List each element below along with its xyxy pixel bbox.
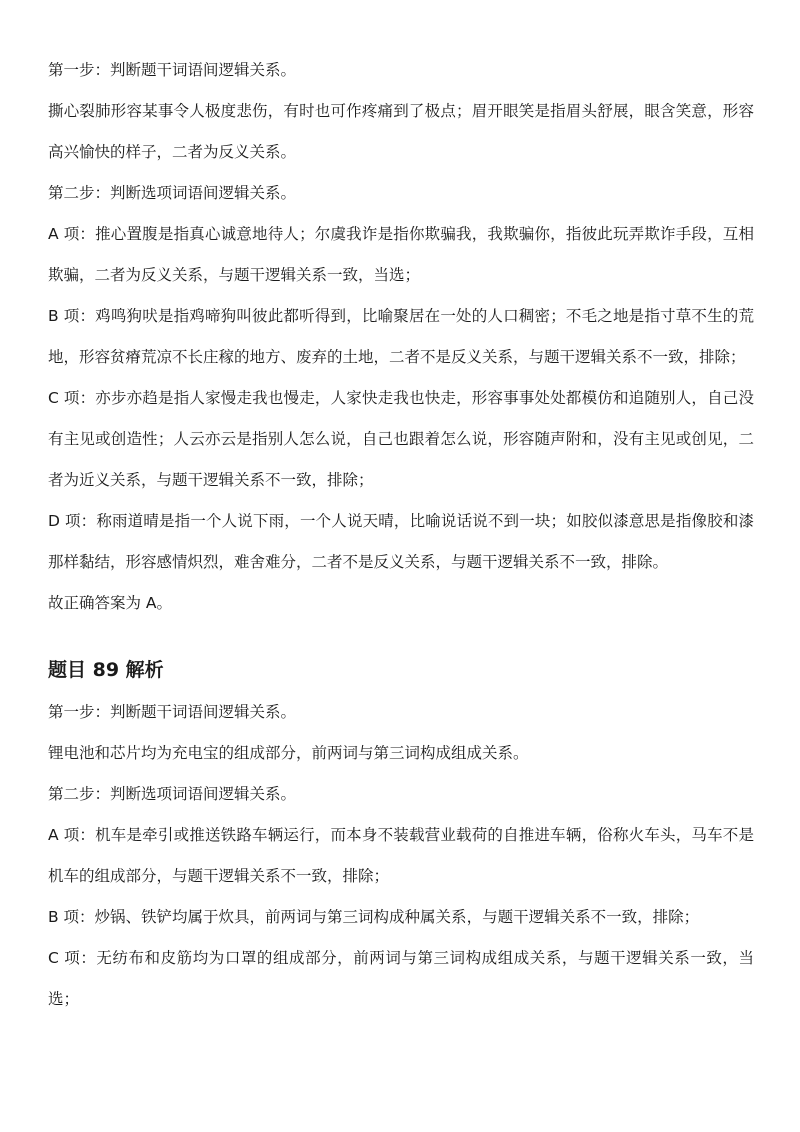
document-page xyxy=(48,50,754,1020)
step-two-text: 第二步：判断选项词语间逻辑关系。 xyxy=(48,184,297,202)
option-d-text: D 项：称雨道晴是指一个人说下雨，一个人说天晴，比喻说话说不到一块；如胶似漆意思是指像胶和漆那样黏结，形容感情炽烈，难舍难分，二者不是反义关系，与题干逻辑关系不一致，排除。 xyxy=(48,512,754,571)
step-one-text: 第一步：判断题干词语间逻辑关系。 xyxy=(48,703,297,721)
stem-analysis-text: 撕心裂肺形容某事令人极度悲伤，有时也可作疼痛到了极点；眉开眼笑是指眉头舒展，眼含笑意，形容高兴愉快的样子，二者为反义关系。 xyxy=(48,102,754,161)
step-two-text: 第二步：判断选项词语间逻辑关系。 xyxy=(48,785,297,803)
option-a-text: A 项：推心置腹是指真心诚意地待人；尔虞我诈是指你欺骗我，我欺骗你，指彼此玩弄欺诈手段，互相欺骗，二者为反义关系，与题干逻辑关系一致，当选； xyxy=(48,225,754,284)
answer-text: 故正确答案为 A。 xyxy=(48,594,173,612)
option-b-text: B 项：鸡鸣狗吠是指鸡啼狗叫彼此都听得到，比喻聚居在一处的人口稠密；不毛之地是指寸草不生的荒地，形容贫瘠荒凉不长庄稼的地方、废弃的土地，二者不是反义关系，与题干逻辑关系不一致，排除； xyxy=(48,307,754,366)
stem-analysis-text: 锂电池和芯片均为充电宝的组成部分，前两词与第三词构成组成关系。 xyxy=(48,744,529,762)
option-c-text: C 项：无纺布和皮筋均为口罩的组成部分，前两词与第三词构成组成关系，与题干逻辑关系一致，当选； xyxy=(48,949,754,1008)
option-c-text: C 项：亦步亦趋是指人家慢走我也慢走，人家快走我也快走，形容事事处处都模仿和追随别人，自己没有主见或创造性；人云亦云是指别人怎么说，自己也跟着怎么说，形容随声附和，没有主见或创见，二者为近义关系，与题干逻辑关系不一致，排除； xyxy=(48,389,754,489)
section-heading: 题目 89 解析 xyxy=(48,659,164,681)
step-one-text: 第一步：判断题干词语间逻辑关系。 xyxy=(48,61,297,79)
option-a-text: A 项：机车是牵引或推送铁路车辆运行，而本身不装载营业载荷的自推进车辆，俗称火车头，马车不是机车的组成部分，与题干逻辑关系不一致，排除； xyxy=(48,826,754,885)
option-b-text: B 项：炒锅、铁铲均属于炊具，前两词与第三词构成种属关系，与题干逻辑关系不一致，排除； xyxy=(48,908,700,926)
